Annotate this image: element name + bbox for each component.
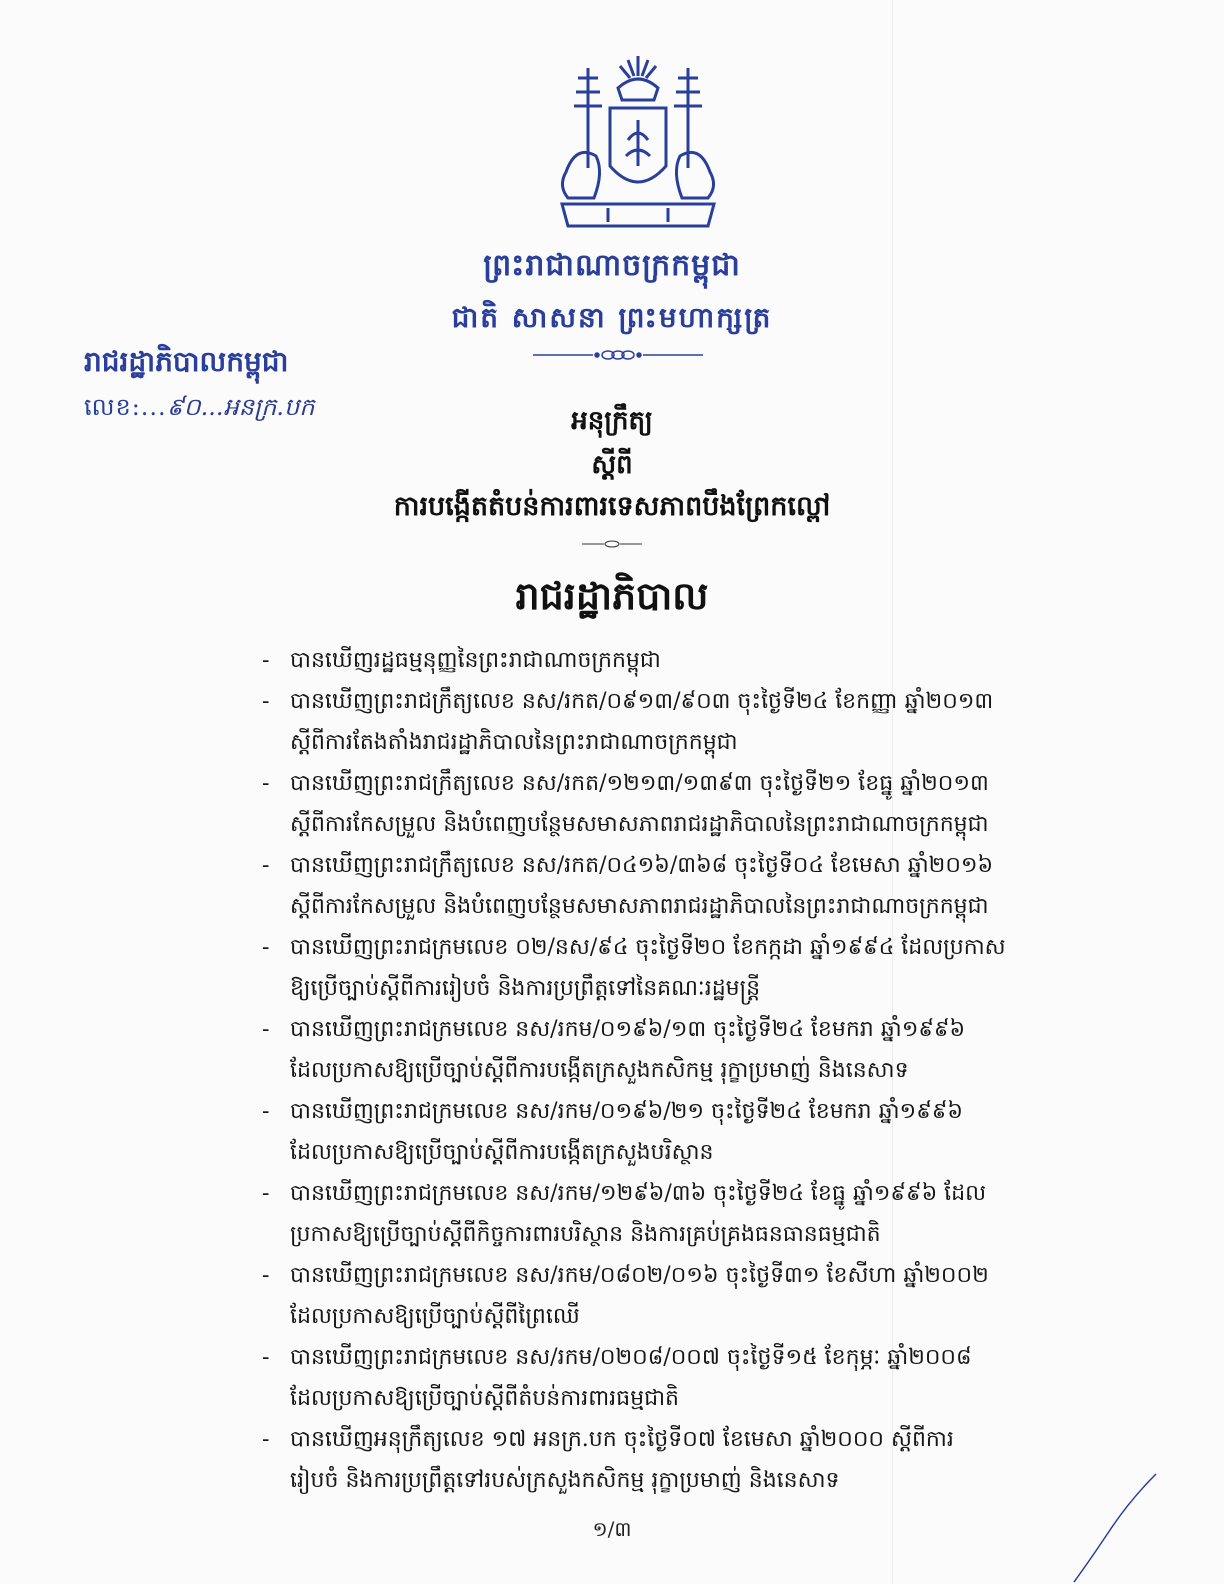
recital-bullet: - — [262, 689, 270, 714]
recital-bullet: - — [262, 1345, 270, 1370]
recital-line: ដែលប្រកាសឱ្យប្រើច្បាប់ស្តីពីការបង្កើតក្រសួងបរិស្ថាន — [290, 1140, 714, 1165]
recital-bullet: - — [262, 1181, 270, 1206]
recital-bullet: - — [262, 935, 270, 960]
recital-line: ឱ្យប្រើច្បាប់ស្តីពីការរៀបចំ និងការប្រព្រឹត្តទៅនៃគណៈរដ្ឋមន្ត្រី — [290, 976, 761, 1001]
recital-line: បានឃើញព្រះរាជក្រមលេខ នស/រកម/០១៩៦/១៣ ចុះថ្ងៃទី២៤ ខែមករា ឆ្នាំ១៩៩៦ — [290, 1017, 966, 1042]
recital-bullet: - — [262, 1017, 270, 1042]
document-subject: ការបង្កើតតំបន់ការពារទេសភាពបឹងព្រែកល្ពៅ — [393, 491, 831, 522]
recitals-list — [262, 640, 1092, 1501]
recital-line: រៀបចំ និងការប្រព្រឹត្តទៅរបស់ក្រសួងកសិកម្ម រុក្ខាប្រមាញ់ និងនេសាទ — [290, 1468, 840, 1493]
document-type: អនុក្រឹត្យ — [571, 406, 653, 436]
title-divider-icon — [582, 540, 642, 548]
recital-item — [262, 763, 1092, 845]
royal-arms-emblem-icon — [548, 48, 728, 234]
recital-line: បានឃើញព្រះរាជក្រមលេខ នស/រកម/០១៩៦/២១ ចុះថ្ងៃទី២៤ ខែមករា ឆ្នាំ១៩៩៦ — [290, 1099, 963, 1124]
recital-item — [262, 927, 1092, 1009]
recital-item — [262, 1419, 1092, 1501]
recital-bullet: - — [262, 1427, 270, 1452]
recital-bullet: - — [262, 853, 270, 878]
recital-line: ប្រកាសឱ្យប្រើច្បាប់ស្តីពីកិច្ចការពារបរិស្ថាន និងការគ្រប់គ្រងធនធានធម្មជាតិ — [290, 1222, 881, 1247]
recital-item — [262, 1337, 1092, 1419]
pen-mark-icon — [1070, 1470, 1160, 1584]
recital-line: ដែលប្រកាសឱ្យប្រើច្បាប់ស្តីពីតំបន់ការពារធម្មជាតិ — [290, 1386, 679, 1411]
recital-line: បានឃើញព្រះរាជក្រឹត្យលេខ នស/រកត/០៩១៣/៩០៣ ចុះថ្ងៃទី២៤ ខែកញ្ញា ឆ្នាំ២០១៣ — [290, 689, 994, 714]
recital-item — [262, 1173, 1092, 1255]
recital-line: ស្តីពីការកែសម្រួល និងបំពេញបន្ថែមសមាសភាពរាជរដ្ឋាភិបាលនៃព្រះរាជាណាចក្រកម្ពុជា — [290, 894, 989, 919]
recital-bullet: - — [262, 771, 270, 796]
kingdom-title: ព្រះរាជាណាចក្រកម្ពុជា — [483, 248, 741, 283]
recital-item — [262, 640, 1092, 681]
page-number: ១/៣ — [592, 1517, 632, 1541]
recital-line: បានឃើញព្រះរាជក្រឹត្យលេខ នស/រកត/០៤១៦/៣៦៨ ចុះថ្ងៃទី០៤ ខែមេសា ឆ្នាំ២០១៦ — [290, 853, 994, 878]
recital-line: ស្តីពីការតែងតាំងរាជរដ្ឋាភិបាលនៃព្រះរាជាណាចក្រកម្ពុជា — [290, 730, 738, 755]
recital-bullet: - — [262, 1099, 270, 1124]
issuing-government-name: រាជរដ្ឋាភិបាលកម្ពុជា — [84, 345, 289, 378]
recital-line: ស្តីពីការកែសម្រួល និងបំពេញបន្ថែមសមាសភាពរាជរដ្ឋាភិបាលនៃព្រះរាជាណាចក្រកម្ពុជា — [290, 812, 989, 837]
kingdom-motto: ជាតិ សាសនា ព្រះមហាក្សត្រ — [451, 301, 773, 334]
reference-number: ៩០ — [166, 393, 201, 421]
reference-suffix: ...អនក្រ.បក — [200, 393, 315, 421]
recital-line: បានឃើញព្រះរាជក្រមលេខ នស/រកម/០៨០២/០១៦ ចុះថ្ងៃទី៣១ ខែសីហា ឆ្នាំ២០០២ — [290, 1263, 989, 1288]
recital-line: បានឃើញព្រះរាជក្រមលេខ ០២/នស/៩៤ ចុះថ្ងៃទី២០ ខែកក្កដា ឆ្នាំ១៩៩៤ ដែលប្រកាស — [290, 935, 1006, 960]
recital-line: បានឃើញព្រះរាជក្រមលេខ នស/រកម/១២៩៦/៣៦ ចុះថ្ងៃទី២៤ ខែធ្នូ ឆ្នាំ១៩៩៦ ដែល — [290, 1181, 987, 1206]
recital-line: បានឃើញអនុក្រឹត្យលេខ ១៧ អនក្រ.បក ចុះថ្ងៃទី០៧ ខែមេសា ឆ្នាំ២០០០ ស្តីពីការ — [290, 1427, 954, 1452]
document-about: ស្តីពី — [591, 450, 633, 480]
recital-item — [262, 1009, 1092, 1091]
recital-item — [262, 1255, 1092, 1337]
recital-line: ដែលប្រកាសឱ្យប្រើច្បាប់ស្តីពីការបង្កើតក្រសួងកសិកម្ម រុក្ខាប្រមាញ់ និងនេសាទ — [290, 1058, 909, 1083]
recital-item — [262, 1091, 1092, 1173]
recital-line: បានឃើញព្រះរាជក្រឹត្យលេខ នស/រកត/១២១៣/១៣៩៣ ចុះថ្ងៃទី២១ ខែធ្នូ ឆ្នាំ២០១៣ — [290, 771, 989, 796]
recital-item — [262, 845, 1092, 927]
recital-line: បានឃើញព្រះរាជក្រមលេខ នស/រកម/០២០៨/០០៧ ចុះថ្ងៃទី១៥ ខែកុម្ភៈ ឆ្នាំ២០០៨ — [290, 1345, 972, 1370]
recital-bullet: - — [262, 648, 270, 673]
letterhead-ornament-icon — [533, 348, 703, 362]
recital-bullet: - — [262, 1263, 270, 1288]
recital-item — [262, 681, 1092, 763]
reference-prefix: លេខ:... — [84, 393, 167, 421]
recital-line: បានឃើញរដ្ឋធម្មនុញ្ញនៃព្រះរាជាណាចក្រកម្ពុជា — [290, 648, 661, 673]
issuer-heading: រាជរដ្ឋាភិបាល — [515, 573, 709, 618]
recital-line: ដែលប្រកាសឱ្យប្រើច្បាប់ស្តីពីព្រៃឈើ — [290, 1304, 580, 1329]
